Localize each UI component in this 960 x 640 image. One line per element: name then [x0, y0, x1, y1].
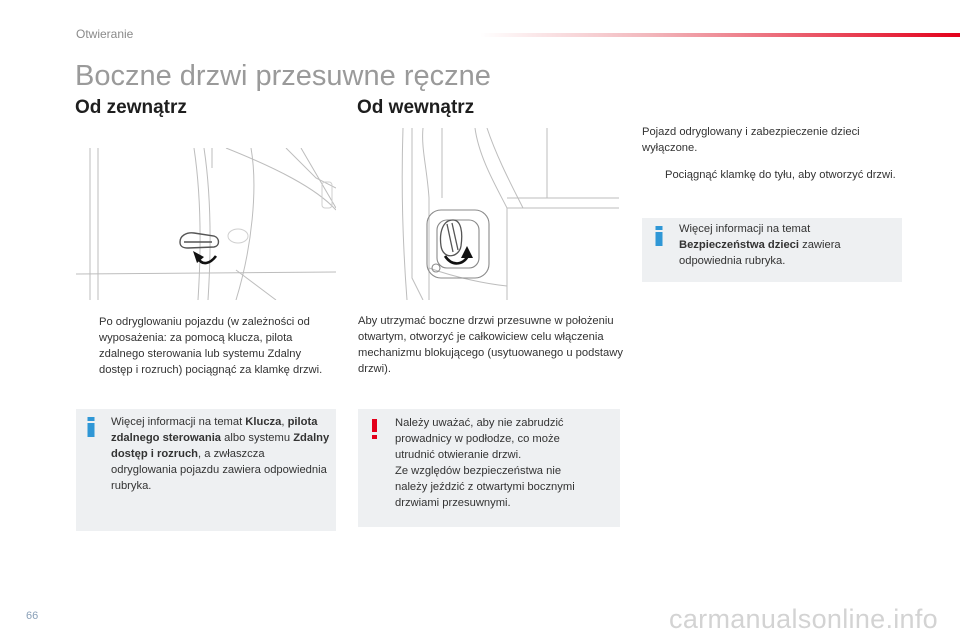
section-label: Otwieranie: [76, 27, 134, 41]
bullet-arrow-icon: [76, 314, 99, 378]
page-title: Boczne drzwi przesuwne ręczne: [75, 60, 491, 92]
warning-line: prowadnicy w podłodze, co może: [395, 433, 560, 445]
page-number: 66: [26, 610, 39, 622]
right-info-line: Bezpieczeństwa dzieci zawiera odpowiednia rubryka.: [679, 239, 841, 267]
right-instruction-text: Pociągnąć klamkę do tyłu, aby otworzyć drzwi.: [665, 169, 896, 181]
watermark: carmanualsonline.info: [669, 604, 938, 634]
outside-instruction: [76, 314, 328, 378]
right-info-text: [679, 221, 879, 269]
inside-instruction-text: Aby utrzymać boczne drzwi przesuwne w położeniu otwartym, otworzyć je całkowiciew celu włączenia mechanizmu blokującego (usytuowanego u podstawy drzwi).: [358, 315, 623, 375]
right-info-line: Więcej informacji na temat: [679, 223, 811, 235]
warning-line: utrudnić otwieranie drzwi.: [395, 449, 522, 461]
warning-line: należy jeździć z otwartymi bocznymi: [395, 481, 575, 493]
heading-inside: Od wewnątrz: [357, 97, 475, 118]
right-instruction: [642, 167, 897, 183]
bullet-arrow-icon: [642, 167, 665, 183]
warning-line: Ze względów bezpieczeństwa nie: [395, 465, 562, 477]
inside-door-drawing: [357, 128, 619, 300]
info-icon: [655, 226, 663, 251]
warning-icon: [371, 419, 379, 444]
right-intro-text: Pojazd odryglowany i zabezpieczenie dzieci wyłączone.: [642, 126, 860, 154]
outside-door-drawing: [76, 148, 336, 300]
inside-warning-text: [395, 415, 617, 511]
warning-line: Należy uważać, aby nie zabrudzić: [395, 417, 564, 429]
right-info-box: [642, 218, 902, 282]
outside-info-box: [76, 409, 336, 531]
header-accent-line: [480, 33, 960, 37]
outside-info-text: Więcej informacji na temat Klucza, pilota zdalnego sterowania albo systemu Zdalny dostęp i rozruch, a zwłaszcza odryglowania pojazdu zawiera odpowiednia rubryka.: [111, 416, 330, 492]
inside-warning-box: [358, 409, 620, 527]
heading-outside: Od zewnątrz: [75, 97, 187, 118]
illustration-inside-handle: [357, 128, 619, 300]
warning-line: drzwiami przesuwnymi.: [395, 497, 511, 509]
outside-instruction-text: Po odryglowaniu pojazdu (w zależności od wyposażenia: za pomocą klucza, pilota zdalnego sterowania lub systemu Zdalny dostęp i rozruch) pociągnąć za klamkę drzwi.: [99, 316, 323, 376]
info-icon: [87, 417, 95, 442]
illustration-outside-handle: [76, 148, 336, 300]
